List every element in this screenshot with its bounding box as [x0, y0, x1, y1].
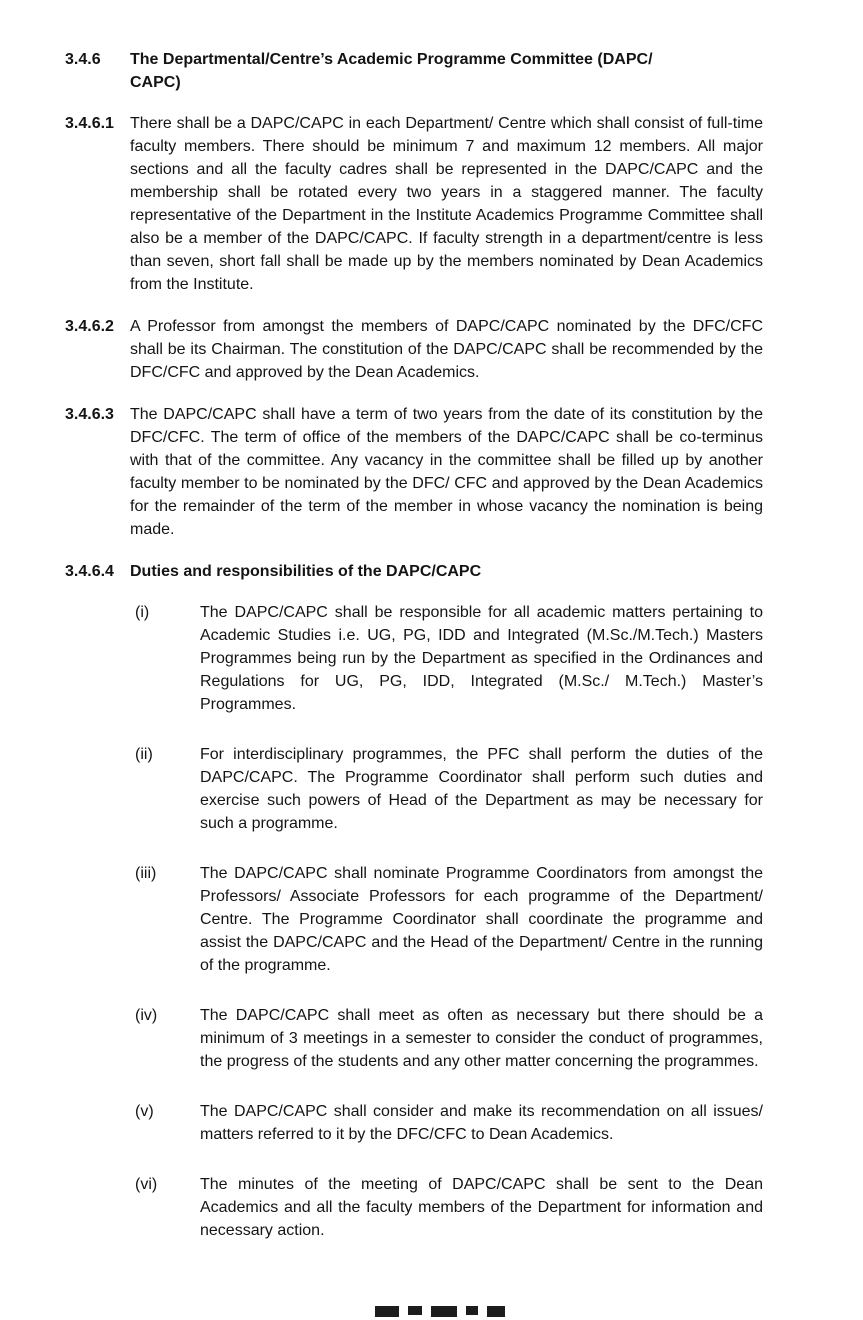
list-item-iii [135, 862, 763, 977]
list-item-marker: (ii) [135, 746, 153, 763]
section-heading-title [130, 48, 763, 94]
list-item-iv [135, 1004, 763, 1073]
list-item-marker: (v) [135, 1103, 154, 1120]
list-item-text: The DAPC/CAPC shall be responsible for all academic matters pertaining to Academic Studies i.e. UG, PG, IDD and Integrated (M.Sc./M.Tech.) Masters Programmes being run by the Department as specified in the Ordinances and Regulations for UG, PG, IDD, Integrated (M.Sc./ M.Tech.) Master’s Programmes. [200, 604, 763, 713]
subsection-heading-title: Duties and responsibilities of the DAPC/CAPC [130, 563, 482, 580]
section-heading [65, 48, 763, 94]
paragraph-text: The DAPC/CAPC shall have a term of two years from the date of its constitution by the DFC/CFC. The term of office of the members of the DAPC/CAPC shall be co-terminus with that of the committee. Any vacancy in the committee shall be filled up by another faculty member to be nominated by the DFC/ CFC and approved by the Dean Academics for the remainder of the term of the member in whose vacancy the nomination is being made. [130, 406, 763, 538]
paragraph-text: A Professor from amongst the members of DAPC/CAPC nominated by the DFC/CFC shall be its Chairman. The constitution of the DAPC/CAPC shall be recommended by the DFC/CFC and approved by the Dean Academics. [130, 318, 763, 381]
paragraph-number: 3.4.6.3 [65, 406, 114, 423]
list-item-marker: (vi) [135, 1176, 158, 1193]
list-item-marker: (i) [135, 604, 150, 621]
paragraph-number: 3.4.6.2 [65, 318, 114, 335]
list-item-text: The DAPC/CAPC shall consider and make its recommendation on all issues/ matters referred to it by the DFC/CFC to Dean Academics. [200, 1103, 763, 1143]
paragraph-3-4-6-2 [65, 315, 763, 384]
paragraph-3-4-6-1 [65, 112, 763, 296]
cropped-text-artifact [375, 1306, 505, 1320]
list-item-v [135, 1100, 763, 1146]
list-item-ii [135, 743, 763, 835]
list-item-text: The DAPC/CAPC shall nominate Programme Coordinators from amongst the Professors/ Associate Professors for each programme of the Department/ Centre. The Programme Coordinator shall coordinate the programme and assist the DAPC/CAPC and the Head of the Department/ Centre in the running of the programme. [200, 865, 763, 974]
section-heading-title-line2: CAPC) [130, 74, 181, 91]
list-item-marker: (iii) [135, 865, 157, 882]
paragraph-3-4-6-3 [65, 403, 763, 541]
subsection-heading-number: 3.4.6.4 [65, 563, 114, 580]
section-heading-title-line1: The Departmental/Centre’s Academic Programme Committee (DAPC/ [130, 51, 653, 68]
list-item-i [135, 601, 763, 716]
list-item-marker: (iv) [135, 1007, 158, 1024]
list-item-vi [135, 1173, 763, 1242]
subsection-heading [65, 560, 763, 583]
list-item-text: The DAPC/CAPC shall meet as often as necessary but there should be a minimum of 3 meetings in a semester to consider the conduct of programmes, the progress of the students and any other matter concerning the programmes. [200, 1007, 763, 1070]
paragraph-number: 3.4.6.1 [65, 115, 114, 132]
section-heading-number: 3.4.6 [65, 51, 101, 68]
paragraph-text: There shall be a DAPC/CAPC in each Department/ Centre which shall consist of full-time faculty members. There should be minimum 7 and maximum 12 members. All major sections and all the faculty cadres shall be represented in the DAPC/CAPC and the membership shall be rotated every two years in a staggered manner. The faculty representative of the Department in the Institute Academics Programme Committee shall also be a member of the DAPC/CAPC. If faculty strength in a department/centre is less than seven, short fall shall be made up by the members nominated by Dean Academics from the Institute. [130, 115, 763, 293]
list-item-text: The minutes of the meeting of DAPC/CAPC shall be sent to the Dean Academics and all the faculty members of the Department for information and necessary action. [200, 1176, 763, 1239]
list-item-text: For interdisciplinary programmes, the PFC shall perform the duties of the DAPC/CAPC. The Programme Coordinator shall perform such duties and exercise such powers of Head of the Department as may be necessary for such a programme. [200, 746, 763, 832]
